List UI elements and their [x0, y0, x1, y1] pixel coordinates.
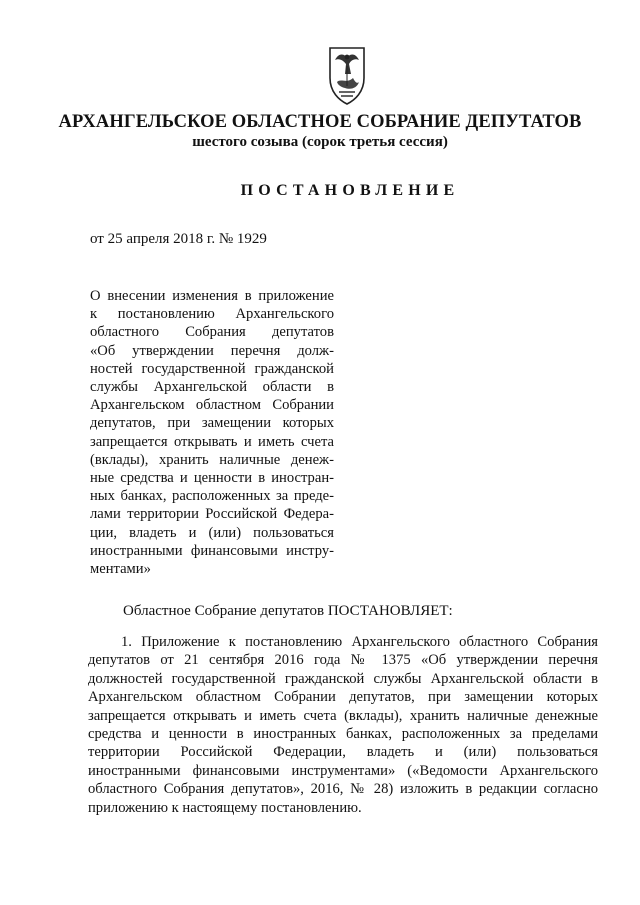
subject-line: областного Собрания депутатов [90, 324, 334, 341]
subject-line: ных банках, расположенных за преде- [90, 488, 334, 505]
coat-of-arms-icon [327, 44, 367, 106]
clause-line: депутатов от 21 сентября 2016 года № 1375 «Об утверждении перечня [88, 652, 598, 669]
subject-line: О внесении изменения в приложение [90, 288, 334, 304]
clause-line: областного Собрания депутатов», 2016, № 28) изложить в редакции согласно [88, 781, 598, 798]
subject-line: ные средства и ценности в иностран- [90, 470, 334, 487]
subject-line: (вклады), хранить наличные денеж- [90, 451, 334, 468]
subject-line: ции, владеть и (или) пользоваться [90, 524, 334, 541]
clause-line: Архангельском областном Собрании депутатов, при замещении которых [88, 689, 598, 706]
resolution-preamble: Областное Собрание депутатов ПОСТАНОВЛЯЕТ: [123, 603, 453, 619]
subject-line: запрещается открывать и иметь счета [90, 433, 334, 450]
clause-line: иностранными финансовыми инструментами» («Ведомости Архангельского [88, 762, 598, 779]
subject-line: ностей государственной гражданской [90, 360, 334, 377]
document-type-title: ПОСТАНОВЛЕНИЕ [240, 182, 460, 199]
clause-line: должностей государственной гражданской службы Архангельской области в [88, 670, 598, 687]
subject-line: иностранными финансовыми инстру- [90, 542, 334, 559]
subject-line: депутатов, при замещении которых [90, 415, 334, 432]
clause-line: территории Российской Федерации, владеть и (или) пользоваться [88, 744, 598, 761]
document-subject [90, 287, 334, 578]
document-date-number: от 25 апреля 2018 г. № 1929 [90, 231, 267, 247]
clause-line: запрещается открывать и иметь счета (вклады), хранить наличные денежные [88, 707, 598, 724]
subject-line: лами территории Российской Федера- [90, 506, 334, 523]
organization-name: АРХАНГЕЛЬСКОЕ ОБЛАСТНОЕ СОБРАНИЕ ДЕПУТАТОВ [58, 112, 582, 132]
subject-line: Архангельском областном Собрании [90, 397, 334, 414]
subject-line: службы Архангельской области в [90, 379, 334, 396]
clause-line: приложению к настоящему постановлению. [88, 799, 362, 816]
clause-line: 1. Приложение к постановлению Архангельского областного Собрания [121, 634, 598, 650]
convocation-line: шестого созыва (сорок третья сессия) [192, 134, 448, 150]
clause-line: средства и ценности в иностранных банках, расположенных за пределами [88, 726, 598, 743]
subject-line: ментами» [90, 561, 151, 578]
subject-line: к постановлению Архангельского [90, 306, 334, 323]
subject-line: «Об утверждении перечня долж- [90, 342, 334, 359]
clause-1 [88, 633, 598, 817]
